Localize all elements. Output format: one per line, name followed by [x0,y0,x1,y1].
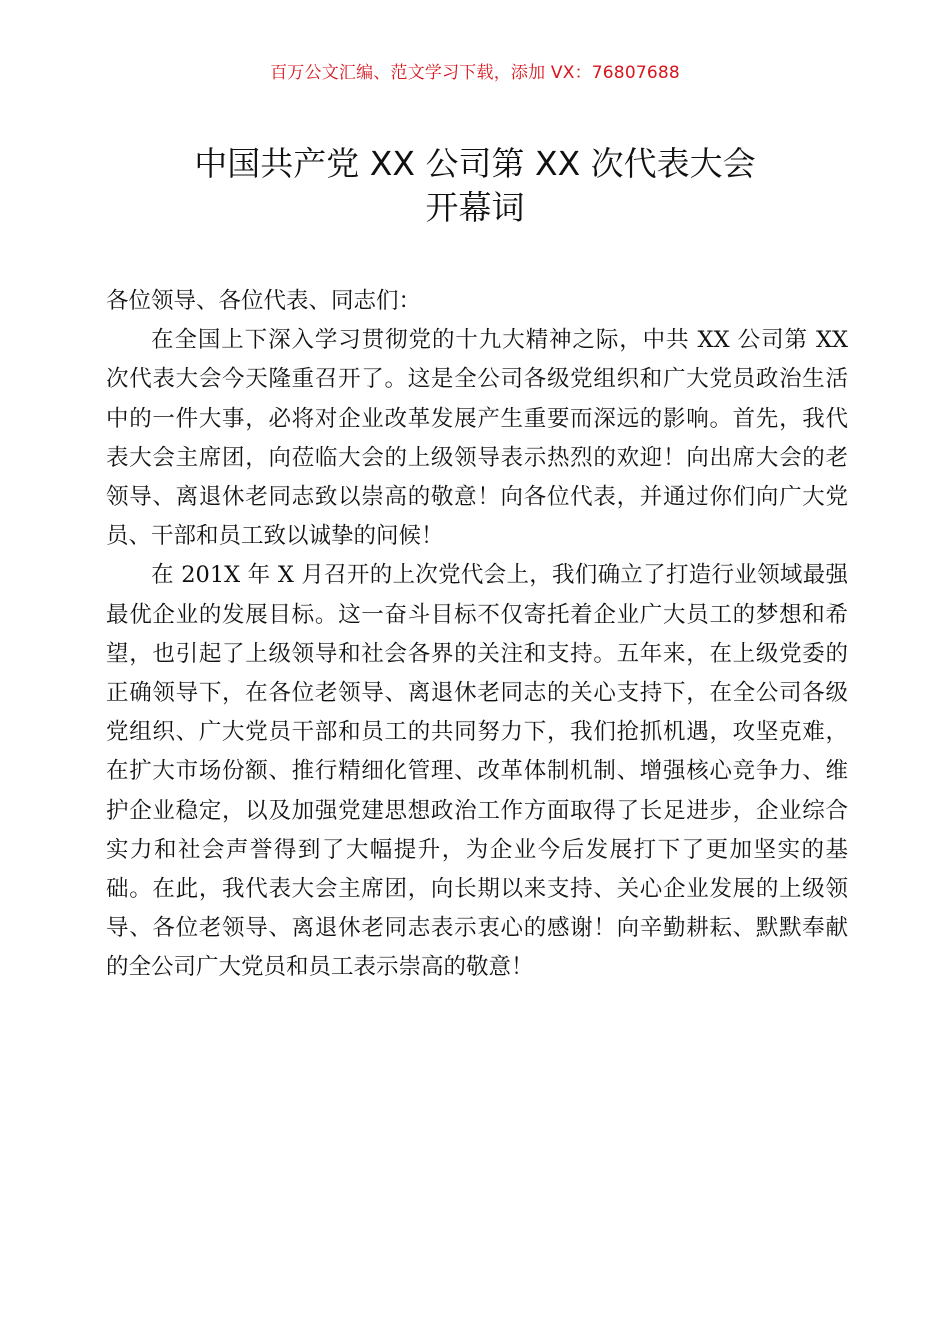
document-title [0,142,950,230]
paragraph: 在全国上下深入学习贯彻党的十九大精神之际，中共 XX 公司第 XX 次代表大会今天隆重召开了。这是全公司各级党组织和广大党员政治生活中的一件大事，必将对企业改革发展产生重要而深远的影响。首先，我代表大会主席团，向莅临大会的上级领导表示热烈的欢迎！向出席大会的老领导、离退休老同志致以崇高的敬意！向各位代表，并通过你们向广大党员、干部和员工致以诚挚的问候！ [106,327,848,550]
header-note: 百万公文汇编、范文学习下载，添加 VX：76807688 [270,63,680,83]
title-line-2: 开幕词 [425,188,525,227]
paragraph: 在 201X 年 X 月召开的上次党代会上，我们确立了打造行业领域最强最优企业的发展目标。这一奋斗目标不仅寄托着企业广大员工的梦想和希望，也引起了上级领导和社会各界的关注和支持。五年来，在上级党委的正确领导下，在各位老领导、离退休老同志的关心支持下，在全公司各级党组织、广大党员干部和员工的共同努力下，我们抢抓机遇，攻坚克难，在扩大市场份额、推行精细化管理、改革体制机制、增强核心竞争力、维护企业稳定，以及加强党建思想政治工作方面取得了长足进步，企业综合实力和社会声誉得到了大幅提升，为企业今后发展打下了更加坚实的基础。在此，我代表大会主席团，向长期以来支持、关心企业发展的上级领导、各位老领导、离退休老同志表示衷心的感谢！向辛勤耕耘、默默奉献的全公司广大党员和员工表示崇高的敬意！ [106,562,848,981]
document-body [106,282,848,988]
title-line-1: 中国共产党 XX 公司第 XX 次代表大会 [194,144,756,183]
salutation: 各位领导、各位代表、同志们： [106,288,422,314]
